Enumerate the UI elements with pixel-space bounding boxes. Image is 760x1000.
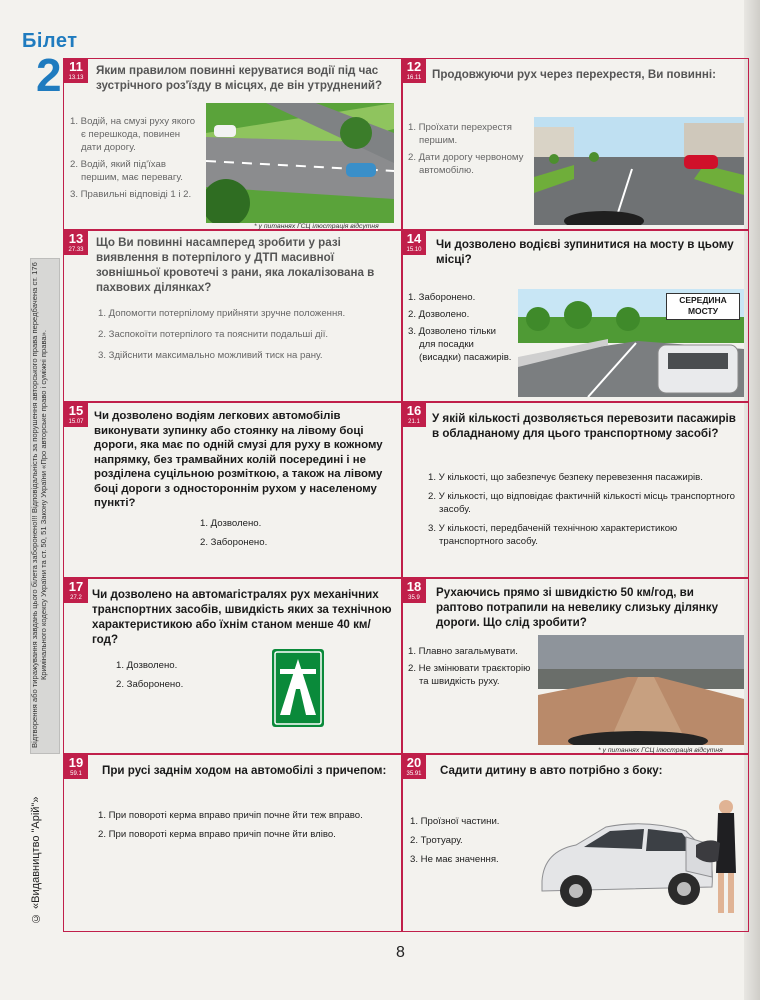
answer-option[interactable]: 2. Дозволено.	[408, 309, 470, 320]
answer-list	[428, 471, 740, 552]
question-text: Яким правилом повинні керуватися водії під час зустрічного роз'їзду в місцях, де він утруднений?	[96, 64, 383, 92]
answer-list	[98, 809, 398, 845]
answer-option[interactable]: 3. Правильні відповіді 1 і 2.	[70, 189, 192, 200]
question-number-badge: 14 15.10	[402, 231, 426, 255]
answer-list	[408, 121, 526, 181]
answer-list	[116, 659, 236, 695]
question-text: Садити дитину в авто потрібно з боку:	[440, 764, 663, 777]
motorway-sign	[272, 649, 324, 727]
answer-option[interactable]: 2. Не змінювати траєкторію та швидкість руху.	[408, 663, 531, 687]
intersection-illustration	[534, 117, 744, 225]
question-number-badge: 20 35.91	[402, 755, 426, 779]
question-card-20	[402, 755, 748, 931]
answer-list	[70, 115, 202, 205]
bridge-illustration	[518, 289, 744, 397]
answer-list	[408, 645, 534, 692]
slippery-road-illustration	[538, 635, 744, 745]
ticket-label: Білет	[22, 30, 78, 52]
question-number-badge: 17 27.2	[64, 579, 88, 603]
answer-option[interactable]: 2. Дати дорогу червоному автомобілю.	[408, 152, 524, 176]
question-text: Рухаючись прямо зі швидкістю 50 км/год, ви раптово потрапили на невелику слизьку ділянку дороги. Що слід зробити?	[436, 586, 719, 629]
question-number-badge: 18 35.9	[402, 579, 426, 603]
question-text: Чи дозволено водіям легкових автомобілів виконувати зупинку або стоянку на лівому боці дороги, яка має по одній смузі для руху в кожному напрямку, без трамвайних колій посередині і не розділена суцільною розміткою, а також на лівому боці дороги з одностороннім рухом у населеному пункті?	[94, 410, 383, 509]
question-card-13	[64, 231, 402, 402]
answer-option[interactable]: 1. Дозволено.	[200, 518, 262, 529]
question-card-18	[402, 579, 748, 754]
answer-option[interactable]: 2. Заборонено.	[200, 537, 268, 548]
answer-option[interactable]: 1. При повороті керма вправо причіп почне йти теж вправо.	[98, 810, 363, 821]
ticket-number: 2	[36, 49, 62, 101]
car-child-seat-illustration	[536, 791, 744, 927]
question-grid	[63, 58, 749, 932]
answer-list	[98, 307, 396, 366]
illustration-caption: * у питаннях ГСЦ ілюстрація відсутня	[254, 223, 379, 230]
question-text: Що Ви повинні насамперед зробити у разі виявлення в потерпілого у ДТП масивної зовнішньої кровотечі з рани, яка локалізована в пахвових ділянках?	[96, 236, 375, 294]
question-number-badge: 12 16.11	[402, 59, 426, 83]
answer-option[interactable]: 1. Дозволено.	[116, 660, 178, 671]
question-card-14	[402, 231, 748, 402]
answer-option[interactable]: 1. Проїзної частини.	[410, 816, 500, 827]
question-text: Продовжуючи рух через перехрестя, Ви повинні:	[432, 68, 716, 81]
answer-list	[410, 815, 530, 870]
question-card-17	[64, 579, 402, 754]
question-card-19	[64, 755, 402, 931]
answer-option[interactable]: 2. Заспокоїти потерпілого та пояснити подальші дії.	[98, 329, 329, 340]
question-number-badge: 11 13.13	[64, 59, 88, 83]
answer-option[interactable]: 3. Не має значення.	[410, 854, 499, 865]
answer-option[interactable]: 2. Тротуару.	[410, 835, 463, 846]
answer-list	[200, 517, 350, 553]
answer-option[interactable]: 3. У кількості, передбаченій технічною характеристикою транспортного засобу.	[428, 523, 678, 547]
question-text: При русі заднім ходом на автомобілі з причепом:	[102, 764, 387, 777]
answer-list	[408, 291, 514, 368]
answer-option[interactable]: 2. Заборонено.	[116, 679, 184, 690]
answer-option[interactable]: 1. Заборонено.	[408, 292, 476, 303]
question-card-12	[402, 59, 748, 230]
copyright-note: Відтворення або тиражування завдань цього білета заборонено!!! Відповідальність за порушення авторського права передбачена ст. 176 Кримінального кодексу України та ст. 50, 51 Закону України «Про авторське право і суміжні права».	[30, 262, 48, 748]
answer-option[interactable]: 2. Водій, який під'їхав першим, має перевагу.	[70, 159, 183, 183]
answer-option[interactable]: 1. Допомогти потерпілому прийняти зручне положення.	[98, 308, 346, 319]
answer-option[interactable]: 3. Дозволено тільки для посадки (висадки) пасажирів.	[408, 326, 512, 363]
question-number-badge: 16 21.1	[402, 403, 426, 427]
question-text: Чи дозволено водієві зупинитися на мосту в цьому місці?	[436, 238, 734, 266]
question-number-badge: 13 27.33	[64, 231, 88, 255]
page-number: 8	[396, 944, 405, 961]
answer-option[interactable]: 3. Здійснити максимально можливий тиск на рану.	[98, 350, 323, 361]
answer-option[interactable]: 2. При повороті керма вправо причіп почне йти вліво.	[98, 829, 336, 840]
answer-option[interactable]: 1. Проїхати перехрестя першим.	[408, 122, 512, 146]
answer-option[interactable]: 2. У кількості, що відповідає фактичній кількості місць транспортного засобу.	[428, 491, 735, 515]
illustration-caption: * у питаннях ГСЦ ілюстрація відсутня	[598, 747, 723, 754]
road-illustration	[206, 103, 394, 223]
question-card-11	[64, 59, 402, 230]
answer-option[interactable]: 1. У кількості, що забезпечує безпеку перевезення пасажирів.	[428, 472, 703, 483]
question-number-badge: 19 59.1	[64, 755, 88, 779]
bridge-middle-sign: СЕРЕДИНА МОСТУ	[666, 293, 740, 320]
answer-option[interactable]: 1. Плавно загальмувати.	[408, 646, 518, 657]
answer-option[interactable]: 1. Водій, на смузі руху якого є перешкода, повинен дати дорогу.	[70, 116, 196, 153]
question-card-15	[64, 403, 402, 578]
publisher-credit: © «Видавництво "Арій"»	[30, 796, 42, 924]
question-card-16	[402, 403, 748, 578]
question-text: У якій кількості дозволяється перевозити пасажирів в обладнаному для цього транспортному засобі?	[432, 412, 736, 440]
question-text: Чи дозволено на автомагістралях рух механічних транспортних засобів, швидкість яких за технічною характеристикою або їхнім станом менше 40 км/год?	[92, 588, 392, 646]
question-number-badge: 15 15.07	[64, 403, 88, 427]
